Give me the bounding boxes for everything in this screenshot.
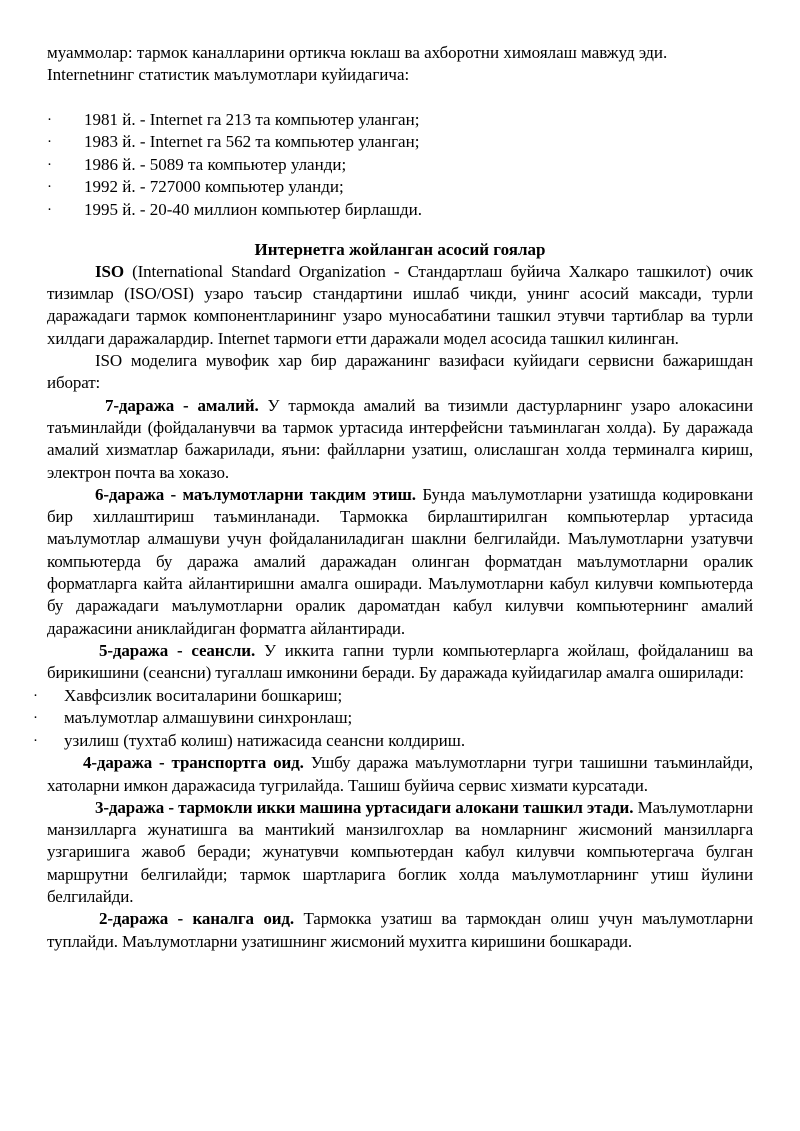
stats-list — [47, 109, 753, 222]
level-2-paragraph — [47, 908, 753, 953]
level-4-paragraph — [47, 752, 753, 797]
list-item — [47, 154, 753, 177]
intro-line-1: муаммолар: тармок каналларини ортикча юклаш ва ахборотни химоялаш мавжуд эди. — [47, 43, 668, 62]
level-6-paragraph — [47, 484, 753, 640]
list-item — [47, 109, 753, 132]
bullet-icon: · — [33, 687, 38, 704]
document-page — [33, 42, 754, 953]
level-7-paragraph — [47, 395, 753, 484]
level-6-text: Бунда маълумотларни узатишда кодировкани бир хиллаштириш таъминланади. Тармокка бирлаштирилган компьютерлар уртасида маълумотлар алмашуви учун фойдаланиладиган шаклни белгилайди. Маълумотларни узатувчи компьютерда бу даража амалий даражадан олинган форматдан маълумотларни оралик форматларга кайта айлантиришни амалга оширади. Маълумотларни кабул килувчи компьютерда бу даражадаги маълумотларни оралик дароматдан кабул килувчи компьютернинг амалий даражасини аниклайдиган форматга айлантиради. — [47, 484, 753, 638]
iso-paragraph — [47, 261, 753, 350]
bullet-icon: · — [47, 134, 52, 151]
spacer — [47, 87, 753, 109]
level-7-text: У тармокда амалий ва тизимли дастурларнинг узаро алокасини таъминлайди (фойдаланувчи ва тармок уртасида интерфейсни таъминлаган холда). Бу даражада амалий хизматлар бажарилади, яъни: файлларни узатиш, олислашган холда терминалга кириш, электрон почта ва хоказо. — [47, 395, 753, 482]
spacer — [47, 222, 753, 236]
list-item — [33, 707, 753, 730]
stats-item-text: 1995 й. - 20-40 миллион компьютер бирлашди. — [84, 199, 422, 219]
level-3-title: 3-даража - тармокли икки машина уртасидаги алокани ташкил этади. — [95, 797, 634, 817]
list-item — [47, 199, 753, 222]
level-5-title: 5-даража - сеансли. — [99, 640, 256, 660]
stats-item-text: 1992 й. - 727000 компьютер уланди; — [84, 177, 344, 197]
bullet-icon: · — [33, 732, 38, 749]
intro-paragraph — [47, 42, 753, 87]
bullet-icon: · — [47, 156, 52, 173]
iso-term: ISO — [95, 261, 124, 281]
iso-text: (International Standard Organization - Стандартлаш буйича Халкаро ташкилот) очик тизимлар (ISO/OSI) узаро таъсир стандартини ишлаб чикди, унинг асосий максади, турли даражадаги тармок компонентларининг узаро муносабатини ташкил этувчи тартиблар ва турли хилдаги даражалардир. Internet тармоги етти даражали модел асосида ташкил килинган. — [47, 261, 753, 348]
intro-line-2: Internetнинг статистик маълумотлари куйидагича: — [47, 65, 410, 85]
section-heading: Интернетга жойланган асосий гоялар — [254, 239, 546, 259]
level-5-item-text: маълумотлар алмашувини синхронлаш; — [64, 708, 353, 728]
stats-item-text: 1986 й. - 5089 та компьютер уланди; — [84, 154, 347, 174]
level-3-paragraph — [47, 797, 753, 908]
level-2-text: Тармокка узатиш ва тармокдан олиш учун маълумотларни туплайди. Маълумотларни узатишнинг жисмоний мухитга киришини бошкаради. — [47, 909, 754, 951]
level-6-title: 6-даража - маълумотларни такдим этиш. — [95, 484, 416, 504]
list-item — [33, 685, 753, 708]
stats-item-text: 1981 й. - Internet га 213 та компьютер уланган; — [84, 109, 420, 129]
level-7-title: 7-даража - амалий. — [105, 395, 259, 415]
level-2-title: 2-даража - каналга оид. — [99, 909, 295, 929]
level-5-item-text: узилиш (тухтаб колиш) натижасида сеансни колдириш. — [64, 730, 466, 750]
list-item — [33, 730, 753, 753]
level-5-text: У иккита гапни турли компьютерларга жойлаш, фойдаланиш ва бирикишини (сеансни) тугаллаш имконини беради. Бу даражада куйидагилар амалга оширилади: — [47, 640, 753, 683]
model-paragraph: ISO моделига мувофик хар бир даражанинг вазифаси куйидаги сервисни бажаришдан иборат: — [47, 351, 753, 393]
stats-item-text: 1983 й. - Internet га 562 та компьютер уланган; — [84, 132, 420, 152]
bullet-icon: · — [47, 201, 52, 218]
level-5-paragraph — [47, 640, 753, 685]
level-4-title: 4-даража - транспортга оид. — [83, 753, 304, 773]
level-5-item-text: Хавфсизлик воситаларини бошкариш; — [64, 685, 343, 705]
bullet-icon: · — [33, 710, 38, 727]
level-5-list — [33, 685, 753, 753]
list-item — [47, 131, 753, 154]
level-3-text: Маълумотларни манзилларга жунатишга ва мантиkий манзилгохлар ва номларнинг жисмоний манзилларга узгаришига жавоб беради; жунатувчи компьютердан кабул килувчи компьютергача булган маршрутни белгилайди; тармок шартларига боглик холда маълумотларнинг утиш йулини белгилайди. — [47, 797, 753, 907]
bullet-icon: · — [47, 111, 52, 128]
level-4-text: Ушбу даража маълумотларни тугри ташишни таъминлайди, хатоларни имкон даражасида тугрилайда. Ташиш буйича сервис хизмати курсатади. — [47, 753, 753, 795]
bullet-icon: · — [47, 179, 52, 196]
list-item — [47, 176, 753, 199]
